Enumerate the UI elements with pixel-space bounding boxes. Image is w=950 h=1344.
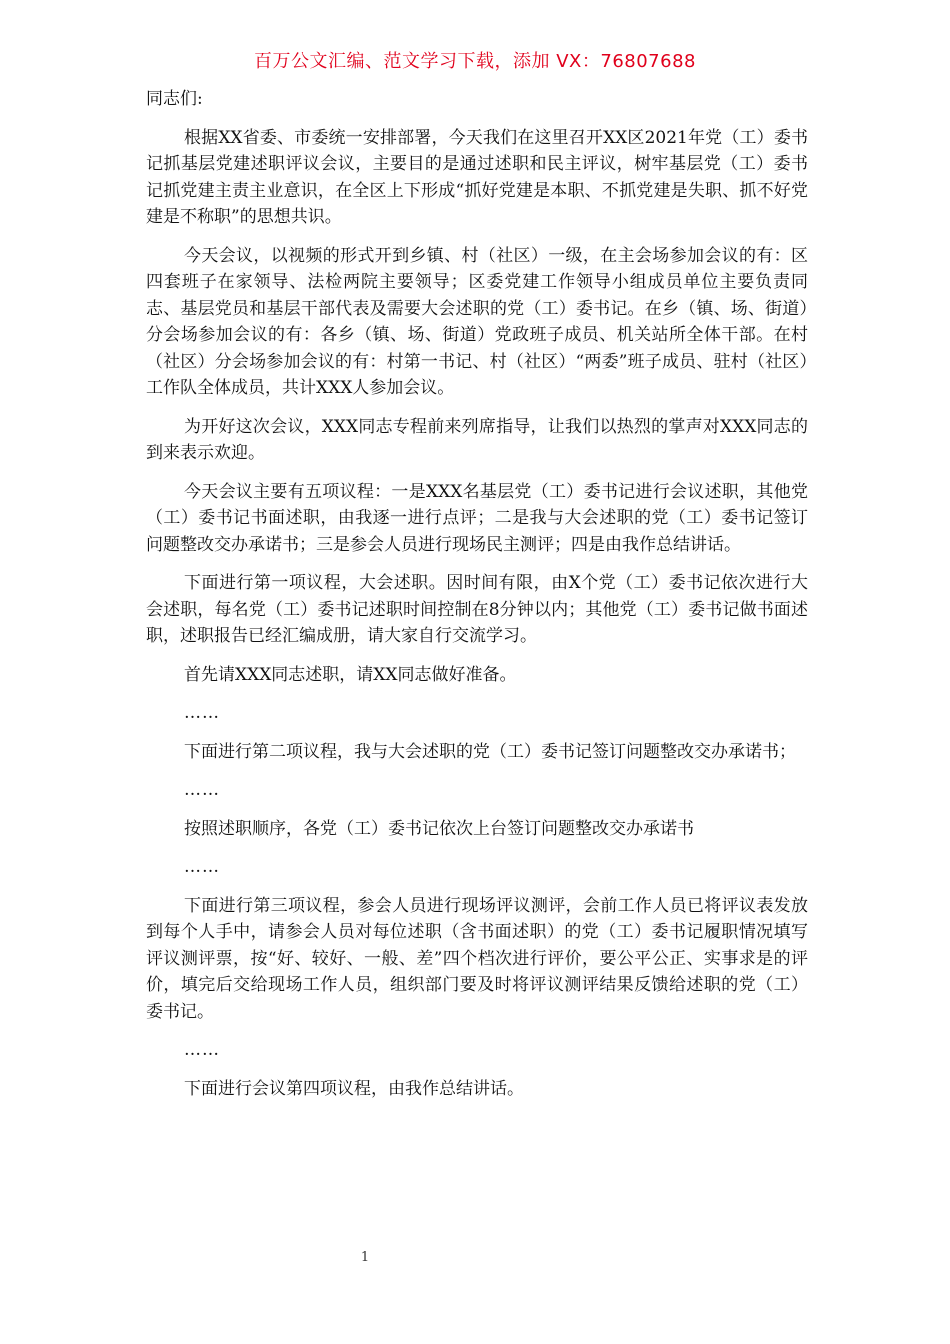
paragraph: 按照述职顺序，各党（工）委书记依次上台签订问题整改交办承诺书 — [184, 818, 694, 839]
paragraph: 今天会议，以视频的形式开到乡镇、村（社区）一级，在主会场参加会议的有：区四套班子在家领导、法检两院主要领导；区委党建工作领导小组成员单位主要负责同志、基层党员和基层干部代表及需要大会述职的党（工）委书记。在乡（镇、场、街道）分会场参加会议的有：各乡（镇、场、街道）党政班子成员、机关站所全体干部。在村（社区）分会场参加会议的有：村第一书记、村（社区）“两委”班子成员、驻村（社区）工作队全体成员，共计XXX人参加会议。 — [146, 245, 808, 398]
salutation: 同志们: — [146, 89, 203, 109]
watermark-banner: 百万公文汇编、范文学习下载，添加 VX：76807688 — [254, 51, 696, 72]
paragraph: 根据XX省委、市委统一安排部署，今天我们在这里召开XX区2021年党（工）委书记抓基层党建述职评议会议，主要目的是通过述职和民主评议，树牢基层党（工）委书记抓党建主责主业意识，在全区上下形成“抓好党建是本职、不抓党建是失职、抓不好党建是不称职”的思想共识。 — [146, 127, 808, 227]
paragraph: 首先请XXX同志述职，请XX同志做好准备。 — [184, 664, 517, 685]
ellipsis: …… — [184, 703, 220, 723]
paragraph: 为开好这次会议，XXX同志专程前来列席指导，让我们以热烈的掌声对XXX同志的到来表示欢迎。 — [146, 416, 808, 463]
paragraph: 下面进行第一项议程，大会述职。因时间有限，由X个党（工）委书记依次进行大会述职，每名党（工）委书记述职时间控制在8分钟以内；其他党（工）委书记做书面述职，述职报告已经汇编成册，请大家自行交流学习。 — [146, 573, 808, 646]
paragraph: 今天会议主要有五项议程：一是XXX名基层党（工）委书记进行会议述职，其他党（工）委书记书面述职，由我逐一进行点评；二是我与大会述职的党（工）委书记签订问题整改交办承诺书；三是参会人员进行现场民主测评；四是由我作总结讲话。 — [146, 481, 808, 555]
ellipsis: …… — [184, 1040, 220, 1060]
ellipsis: …… — [184, 780, 220, 800]
paragraph: 下面进行会议第四项议程，由我作总结讲话。 — [184, 1078, 524, 1099]
paragraph: 下面进行第三项议程，参会人员进行现场评议测评，会前工作人员已将评议表发放到每个人手中，请参会人员对每位述职（含书面述职）的党（工）委书记履职情况填写评议测评票，按“好、较好、一般、差”四个档次进行评价，要公平公正、实事求是的评价，填完后交给现场工作人员，组织部门要及时将评议测评结果反馈给述职的党（工）委书记。 — [146, 895, 808, 1022]
document-body — [146, 86, 808, 1114]
ellipsis: …… — [184, 857, 220, 877]
paragraph: 下面进行第二项议程，我与大会述职的党（工）委书记签订问题整改交办承诺书； — [184, 741, 796, 762]
page-number: 1 — [360, 1250, 370, 1265]
